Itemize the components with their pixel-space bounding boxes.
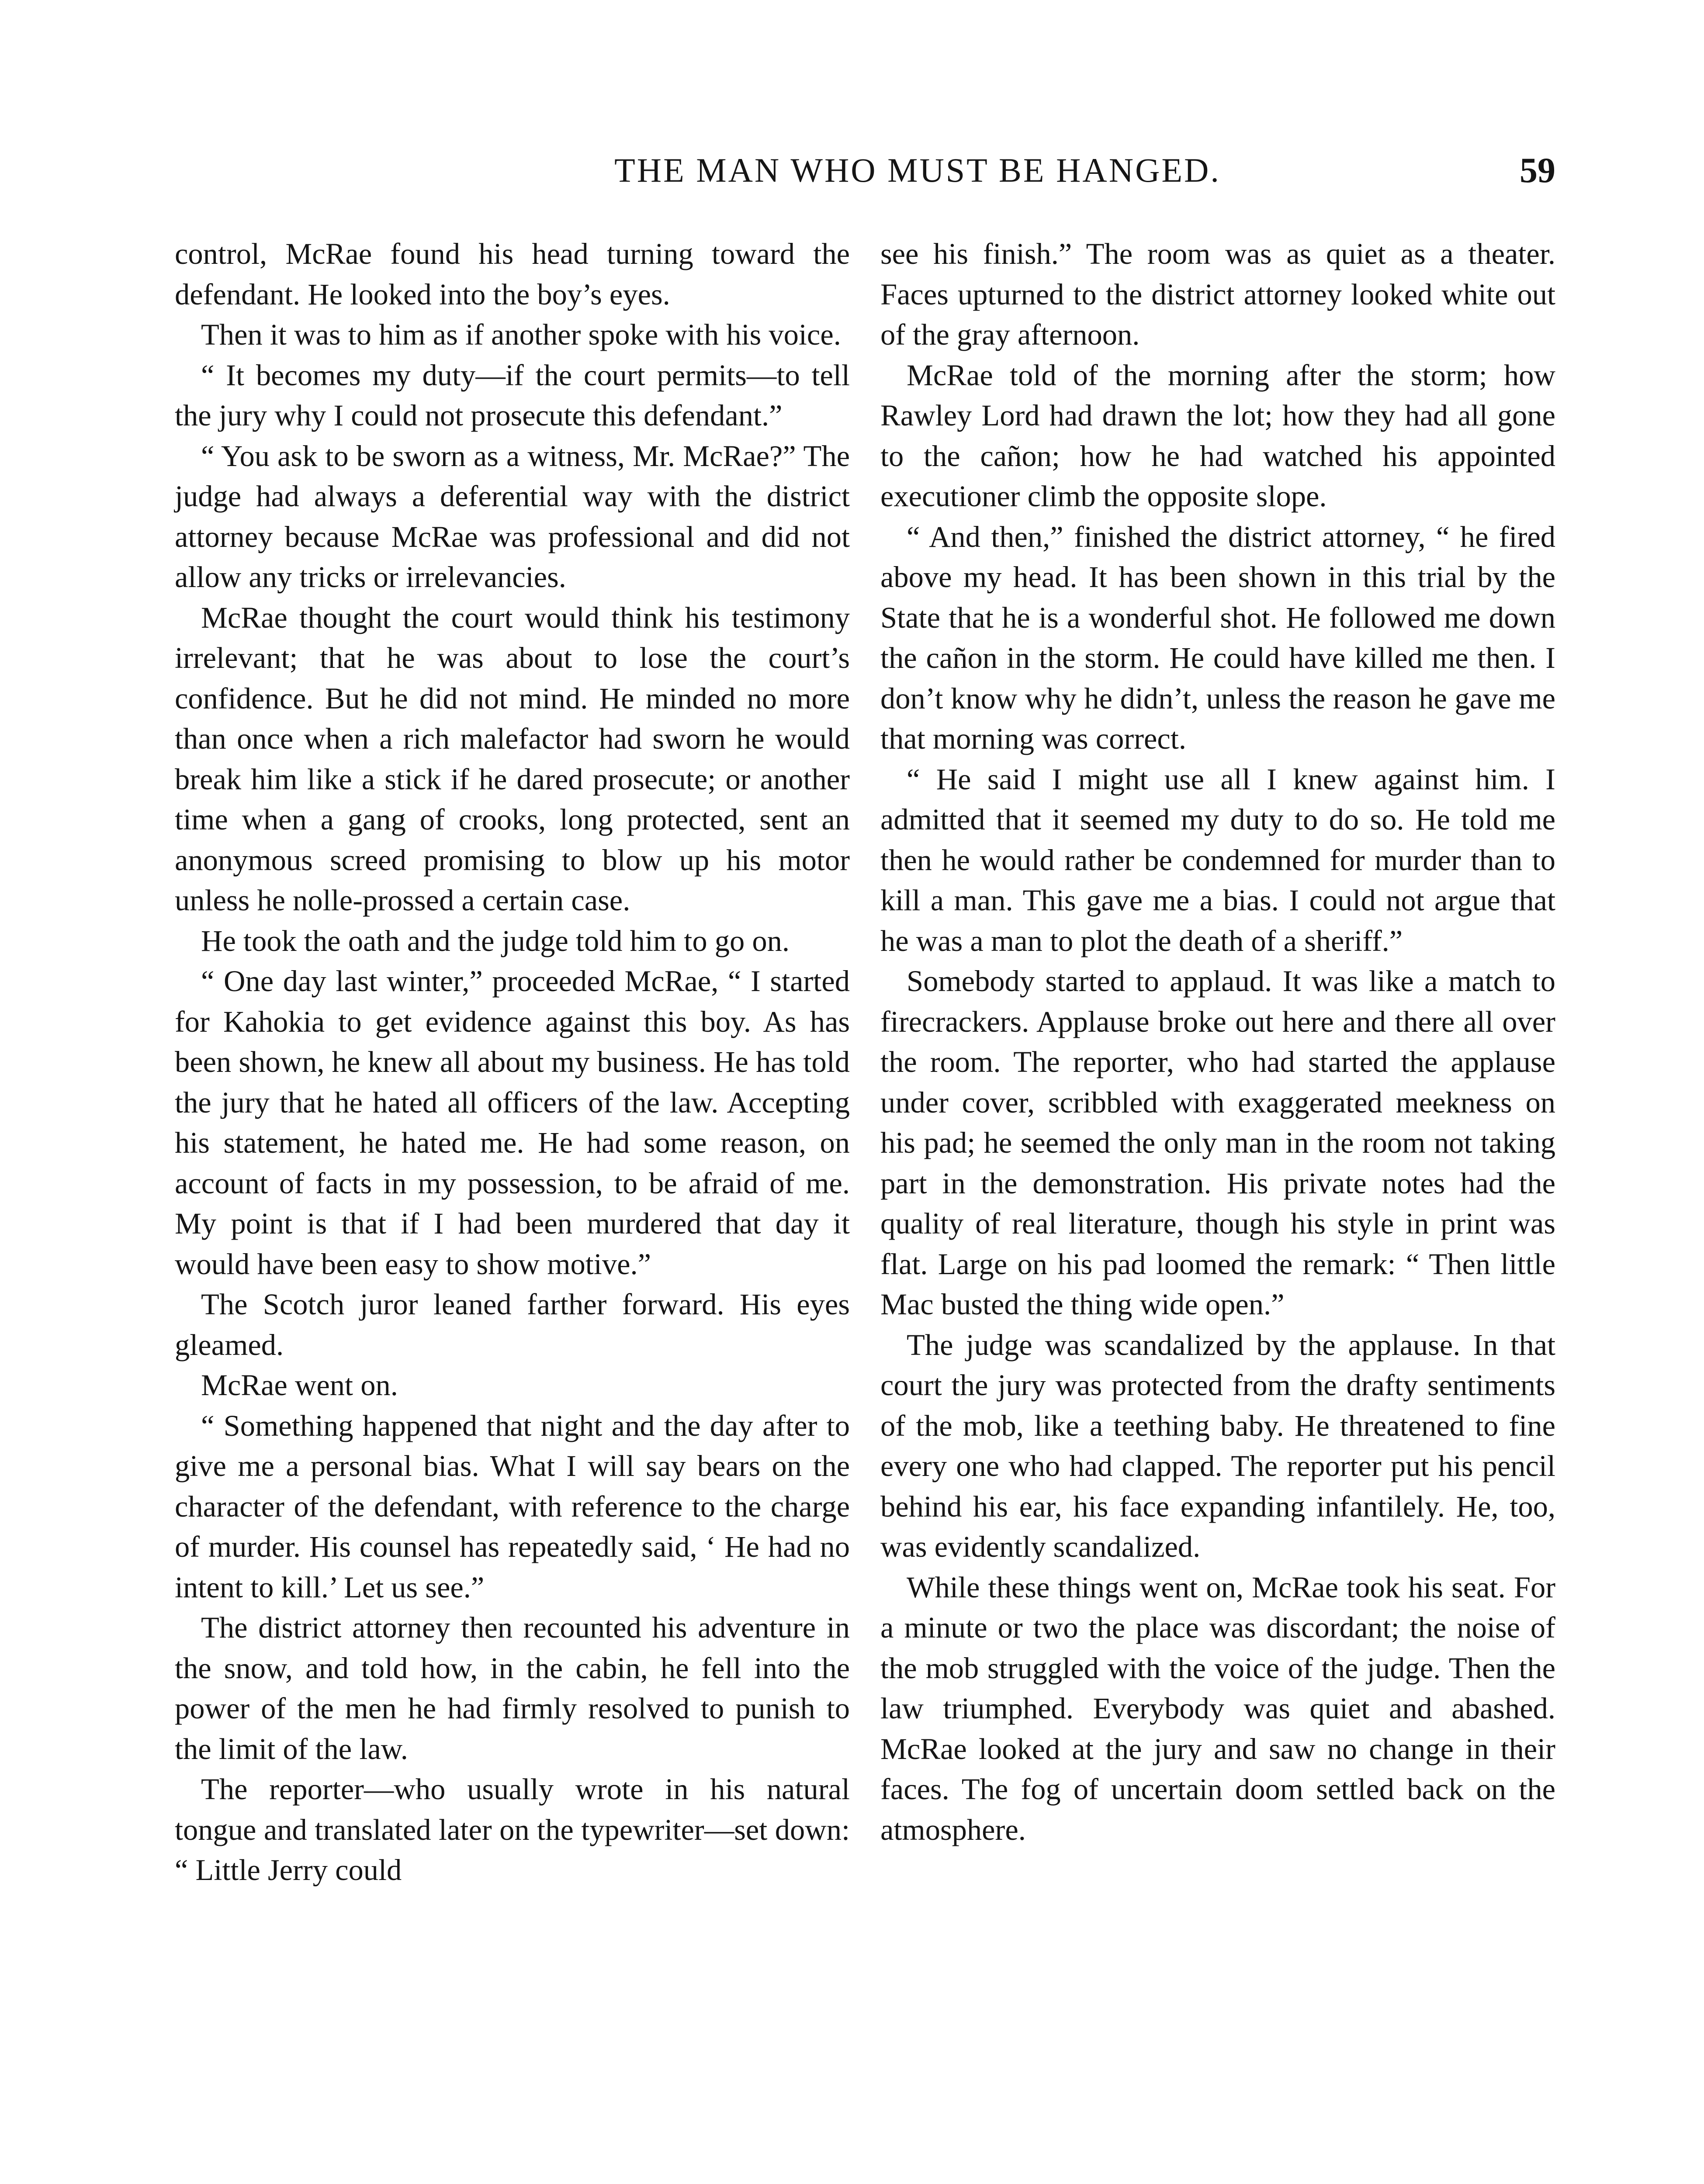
paragraph: McRae went on. bbox=[201, 1368, 398, 1402]
paragraph: McRae told of the morning after the storm; how Rawley Lord had drawn the lot; how they had all gone to the cañon; how he had watched his appointed executioner climb the opposite slope. bbox=[880, 358, 1555, 513]
paragraph: The judge was scandalized by the applause. In that court the jury was protected from the drafty sentiments of the mob, like a teething baby. He threatened to fine every one who had clapped. The reporter put his pencil behind his ear, his face expanding infantilely. He, too, was evidently scandalized. bbox=[880, 1328, 1555, 1563]
paragraph: Then it was to him as if another spoke with his voice. bbox=[201, 318, 841, 351]
paragraph: He took the oath and the judge told him to go on. bbox=[201, 924, 790, 957]
paragraph: see his finish.” The room was as quiet as a theater. Faces upturned to the district attorney looked white out of the gray afternoon. bbox=[880, 237, 1555, 351]
page-number: 59 bbox=[1520, 150, 1555, 190]
running-title: THE MAN WHO MUST BE HANGED. bbox=[614, 151, 1221, 189]
paragraph: The Scotch juror leaned farther forward. His eyes gleamed. bbox=[175, 1288, 850, 1362]
paragraph: Somebody started to applaud. It was like a match to firecrackers. Applause broke out here and there all over the room. The reporter, who had started the applause under cover, scribbled with exaggerated meekness on his pad; he seemed the only man in the room not taking part in the demonstration. His private notes had the quality of real literature, though his style in print was flat. Large on his pad loomed the remark: “ Then little Mac busted the thing wide open.” bbox=[880, 964, 1555, 1321]
running-head bbox=[175, 144, 1555, 197]
paragraph: McRae thought the court would think his testimony irrelevant; that he was about to lose the court’s confidence. But he did not mind. He minded no more than once when a rich malefactor had sworn he would break him like a stick if he dared prosecute; or another time when a gang of crooks, long protected, sent an anonymous screed promising to blow up his motor unless he nolle-prossed a certain case. bbox=[175, 601, 850, 917]
paragraph: “ He said I might use all I knew against him. I admitted that it seemed my duty to do so. He told me then he would rather be condemned for murder than to kill a man. This gave me a bias. I could not argue that he was a man to plot the death of a sheriff.” bbox=[880, 762, 1555, 957]
paragraph: The reporter—who usually wrote in his natural tongue and translated later on the typewriter—set down: “ Little Jerry could bbox=[175, 1773, 850, 1887]
paragraph: control, McRae found his head turning toward the defendant. He looked into the boy’s eyes. bbox=[175, 237, 850, 311]
paragraph: The district attorney then recounted his adventure in the snow, and told how, in the cabin, he fell into the power of the men he had firmly resolved to punish to the limit of the law. bbox=[175, 1611, 850, 1766]
left-column bbox=[175, 234, 850, 1890]
paragraph: “ Something happened that night and the day after to give me a personal bias. What I will say bears on the character of the defendant, with reference to the charge of murder. His counsel has repeatedly said, ‘ He had no intent to kill.’ Let us see.” bbox=[175, 1409, 850, 1604]
paragraph: While these things went on, McRae took his seat. For a minute or two the place was discordant; the noise of the mob struggled with the voice of the judge. Then the law triumphed. Everybody was quiet and abashed. McRae looked at the jury and saw no change in their faces. The fog of uncertain doom settled back on the atmosphere. bbox=[880, 1570, 1555, 1846]
paragraph: “ And then,” finished the district attorney, “ he fired above my head. It has been shown in this trial by the State that he is a wonderful shot. He followed me down the cañon in the storm. He could have killed me then. I don’t know why he didn’t, unless the reason he gave me that morning was correct. bbox=[880, 520, 1555, 755]
paragraph: “ One day last winter,” proceeded McRae, “ I started for Kahokia to get evidence against this boy. As has been shown, he knew all about my business. He has told the jury that he hated all officers of the law. Accepting his statement, he hated me. He had some reason, on account of facts in my possession, to be afraid of me. My point is that if I had been murdered that day it would have been easy to show motive.” bbox=[175, 964, 850, 1281]
paragraph: “ It becomes my duty—if the court permits—to tell the jury why I could not prosecute this defendant.” bbox=[175, 358, 850, 432]
paragraph: “ You ask to be sworn as a witness, Mr. McRae?” The judge had always a deferential way with the district attorney because McRae was professional and did not allow any tricks or irrelevancies. bbox=[175, 439, 850, 594]
right-column bbox=[880, 234, 1555, 1850]
